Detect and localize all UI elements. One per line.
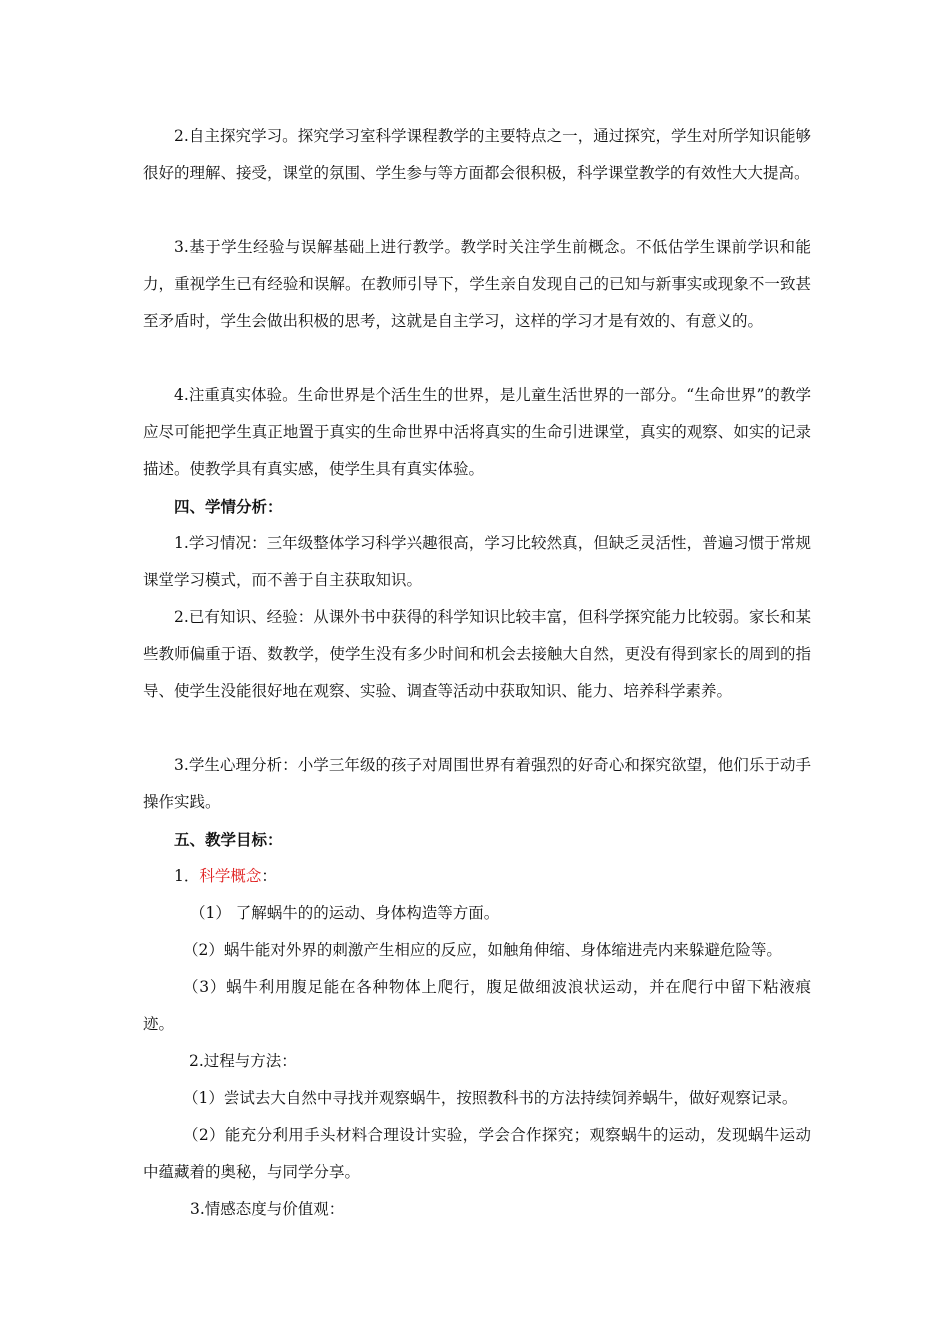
paragraph-experience-teaching: 3.基于学生经验与误解基础上进行教学。教学时关注学生前概念。不低估学生课前学识和能力，重视学生已有经验和误解。在教师引导下，学生亲自发现自己的已知与新事实或现象不一致甚至矛盾时，学生会做出积极的思考，这就是自主学习，这样的学习才是有效的、有意义的。 [143,238,811,330]
goal-2-item-2: （2）能充分利用手头材料合理设计实验，学会合作探究；观察蜗牛的运动，发现蜗牛运动中蕴藏着的奥秘，与同学分享。 [143,1126,811,1181]
goal-1-item-3: （3）蜗牛利用腹足能在各种物体上爬行，腹足做细波浪状运动，并在爬行中留下粘液痕迹。 [143,978,811,1033]
heading-student-analysis: 四、学情分析： [174,497,283,516]
paragraph-exploratory-learning: 2.自主探究学习。探究学习室科学课程教学的主要特点之一，通过探究，学生对所学知识能够很好的理解、接受，课堂的氛围、学生参与等方面都会很积极，科学课堂教学的有效性大大提高。 [143,127,811,182]
goal-1-number: 1． [174,867,200,885]
paragraph-real-experience: 4.注重真实体验。生命世界是个活生生的世界，是儿童生活世界的一部分。“生命世界”的教学应尽可能把学生真正地置于真实的生命世界中活将真实的生命引进课堂，真实的观察、如实的记录描述。使教学具有真实感，使学生具有真实体验。 [143,386,811,478]
goal-1-title [174,858,277,895]
goal-1-colon: ： [261,867,277,885]
goal-1-item-1: （1） 了解蜗牛的的运动、身体构造等方面。 [190,904,500,922]
heading-teaching-goals: 五、教学目标： [174,830,283,849]
goal-2-title: 2.过程与方法： [189,1052,297,1070]
paragraph-existing-knowledge: 2.已有知识、经验：从课外书中获得的科学知识比较丰富，但科学探究能力比较弱。家长和某些教师偏重于语、数教学，使学生没有多少时间和机会去接触大自然，更没有得到家长的周到的指导、使学生没能很好地在观察、实验、调查等活动中获取知识、能力、培养科学素养。 [143,608,811,700]
goal-1-item-2: （2）蜗牛能对外界的刺激产生相应的反应，如触角伸缩、身体缩进壳内来躲避危险等。 [183,941,782,959]
paragraph-learning-situation: 1.学习情况：三年级整体学习科学兴趣很高，学习比较然真，但缺乏灵活性，普遍习惯于常规课堂学习模式，而不善于自主获取知识。 [143,534,811,589]
goal-3-title: 3.情感态度与价值观： [190,1200,345,1218]
goal-1-label-highlight: 科学概念 [199,867,262,885]
goal-2-item-1: （1）尝试去大自然中寻找并观察蜗牛，按照教科书的方法持续饲养蜗牛，做好观察记录。 [183,1089,798,1107]
paragraph-psychology-analysis: 3.学生心理分析：小学三年级的孩子对周围世界有着强烈的好奇心和探究欲望，他们乐于动手操作实践。 [143,756,811,811]
